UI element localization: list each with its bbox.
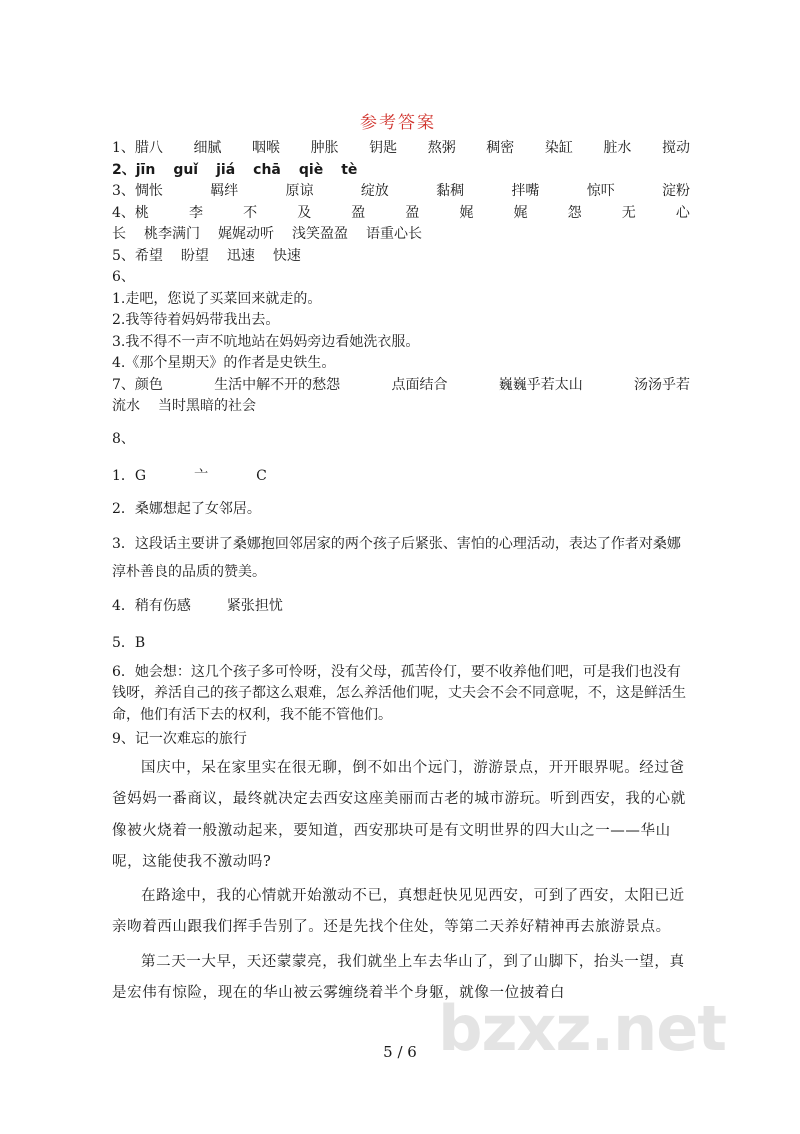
answer-term: 浅笑盈盈 [292, 226, 348, 242]
answer-term: 熬粥 [427, 140, 456, 156]
answer-term: 1．G [112, 467, 147, 484]
answer-q5 [112, 246, 690, 268]
answer-q8-1 [112, 460, 690, 493]
answer-q4-line2 [112, 224, 690, 246]
answer-term: 生活中解不开的愁怨 [214, 376, 341, 393]
answer-term: 搅动 [661, 140, 690, 156]
answer-q6-4: 4.《那个星期天》的作者是史铁生。 [112, 355, 336, 371]
answer-q8-6: 6．她会想：这几个孩子多可怜呀，没有父母，孤苦伶仃，要不收养他们吧，可是我们也没有钱呀，养活自己的孩子都这么艰难，怎么养活他们呢，丈夫会不会不同意呢，不，这是鲜活生命，他们有活下去的权利，我不能不管他们。 [112, 663, 686, 723]
answer-term: tè [341, 161, 358, 178]
answer-q1 [112, 138, 690, 160]
answer-term: 染缸 [544, 140, 573, 156]
answer-term: jiá [216, 161, 236, 178]
answer-q6-1: 1.走吧，您说了买菜回来就走的。 [112, 290, 322, 307]
answer-q4-line1 [112, 203, 690, 225]
answer-term: 盈 [351, 204, 366, 221]
answer-term: 脏水 [603, 140, 632, 156]
answer-term: guǐ [173, 161, 199, 178]
answer-term: 4、桃 [112, 204, 149, 221]
answer-term: qiè [298, 161, 324, 178]
answer-term: 盈 [405, 204, 420, 221]
essay-paragraph-3: 第二天一大早，天还蒙蒙亮，我们就坐上车去华山了，到了山脚下，抬头一望，真是宏伟有惊险，现在的华山被云雾缠绕着半个身躯，就像一位披着白 [112, 953, 685, 1002]
answer-term: 钥匙 [369, 140, 398, 156]
answer-term: 盼望 [180, 247, 209, 264]
answer-term: 巍巍乎若太山 [498, 376, 583, 393]
answer-q6-2: 2.我等待着妈妈带我出去。 [112, 312, 280, 328]
answer-term: 心 [675, 204, 690, 221]
answer-term: 娓 [459, 204, 474, 221]
answer-q6-3: 3.我不得不一声不吭地站在妈妈旁边看她洗衣服。 [112, 333, 420, 350]
answer-term: 4．稍有伤感 [112, 597, 191, 614]
answer-term: 语重心长 [366, 226, 422, 242]
answer-term: 及 [297, 204, 312, 221]
answer-term: 羁绊 [210, 183, 239, 199]
answer-term: 原谅 [285, 183, 314, 199]
essay-paragraph-1: 国庆中，呆在家里实在很无聊，倒不如出个远门，游游景点，开开眼界呢。经过爸爸妈妈一番商议，最终就决定去西安这座美丽而古老的城市游玩。听到西安，我的心就像被火烧着一般激动起来，要知道，西安那块可是有文明世界的四大山之一——华山呢，这能使我不激动吗? [112, 760, 686, 870]
answer-term: 细腻 [193, 140, 222, 156]
answer-term: 绽放 [360, 183, 389, 199]
answer-content [112, 108, 690, 1009]
answer-term: 快速 [272, 247, 301, 264]
answer-q2 [112, 160, 690, 182]
answer-term: 7、颜色 [112, 376, 163, 393]
answer-q7-line2 [112, 396, 690, 418]
answer-term: 李 [189, 204, 204, 221]
answer-term: 娓娓动听 [218, 226, 274, 242]
answer-term: 1、腊八 [112, 140, 163, 156]
answer-term: 紧张担忧 [226, 597, 283, 614]
answer-term: 5、希望 [112, 247, 163, 264]
answer-term: 汤汤乎若 [633, 376, 690, 393]
answer-term: 惊吓 [586, 183, 615, 199]
watermark-logo: bzxz.net [438, 992, 726, 1065]
answer-q3 [112, 181, 690, 203]
answer-term: 3、惆怅 [112, 183, 163, 199]
answer-term: 不 [243, 204, 258, 221]
answer-term: 迅速 [226, 247, 255, 264]
answer-term: 咽喉 [252, 140, 281, 156]
answer-term: 当时黑暗的社会 [158, 398, 256, 414]
answer-term: 娓 [513, 204, 528, 221]
answer-q8-5: 5．B [112, 634, 146, 651]
answer-term: 稠密 [486, 140, 515, 156]
answer-term: 淀粉 [662, 183, 690, 199]
page-title: 参考答案 [360, 113, 436, 133]
answer-term: 无 [621, 204, 636, 221]
answer-q7-line1 [112, 375, 690, 397]
answer-term: 亠 [194, 467, 209, 484]
answer-q8-2: 2．桑娜想起了女邻居。 [112, 500, 261, 517]
answer-q8-3: 3．这段话主要讲了桑娜抱回邻居家的两个孩子后紧张、害怕的心理活动，表达了作者对桑娜淳朴善良的品质的赞美。 [112, 535, 681, 580]
answer-term: 长 [112, 226, 126, 242]
answer-q9-title: 9、记一次难忘的旅行 [112, 731, 247, 747]
essay-paragraph-2: 在路途中，我的心情就开始激动不已，真想赶快见见西安，可到了西安，太阳已近亲吻着西山跟我们挥手告别了。还是先找个住处，等第二天养好精神再去旅游景点。 [112, 888, 685, 936]
answer-q8-4 [112, 590, 690, 623]
page-number: 5 / 6 [383, 1043, 417, 1061]
answer-term: 流水 [112, 398, 140, 414]
answer-term: 黏稠 [436, 183, 465, 199]
answer-term: 2、jīn [112, 161, 156, 178]
answer-q6-heading: 6、 [112, 269, 135, 285]
answer-term: 拌嘴 [511, 183, 540, 199]
answer-term: 怨 [567, 204, 582, 221]
answer-q8-heading: 8、 [112, 430, 135, 447]
answer-term: 肿胀 [310, 140, 339, 156]
answer-term: chā [253, 161, 281, 178]
answer-term: C [256, 467, 267, 484]
answer-term: 桃李满门 [144, 226, 200, 242]
answer-term: 点面结合 [391, 376, 448, 393]
